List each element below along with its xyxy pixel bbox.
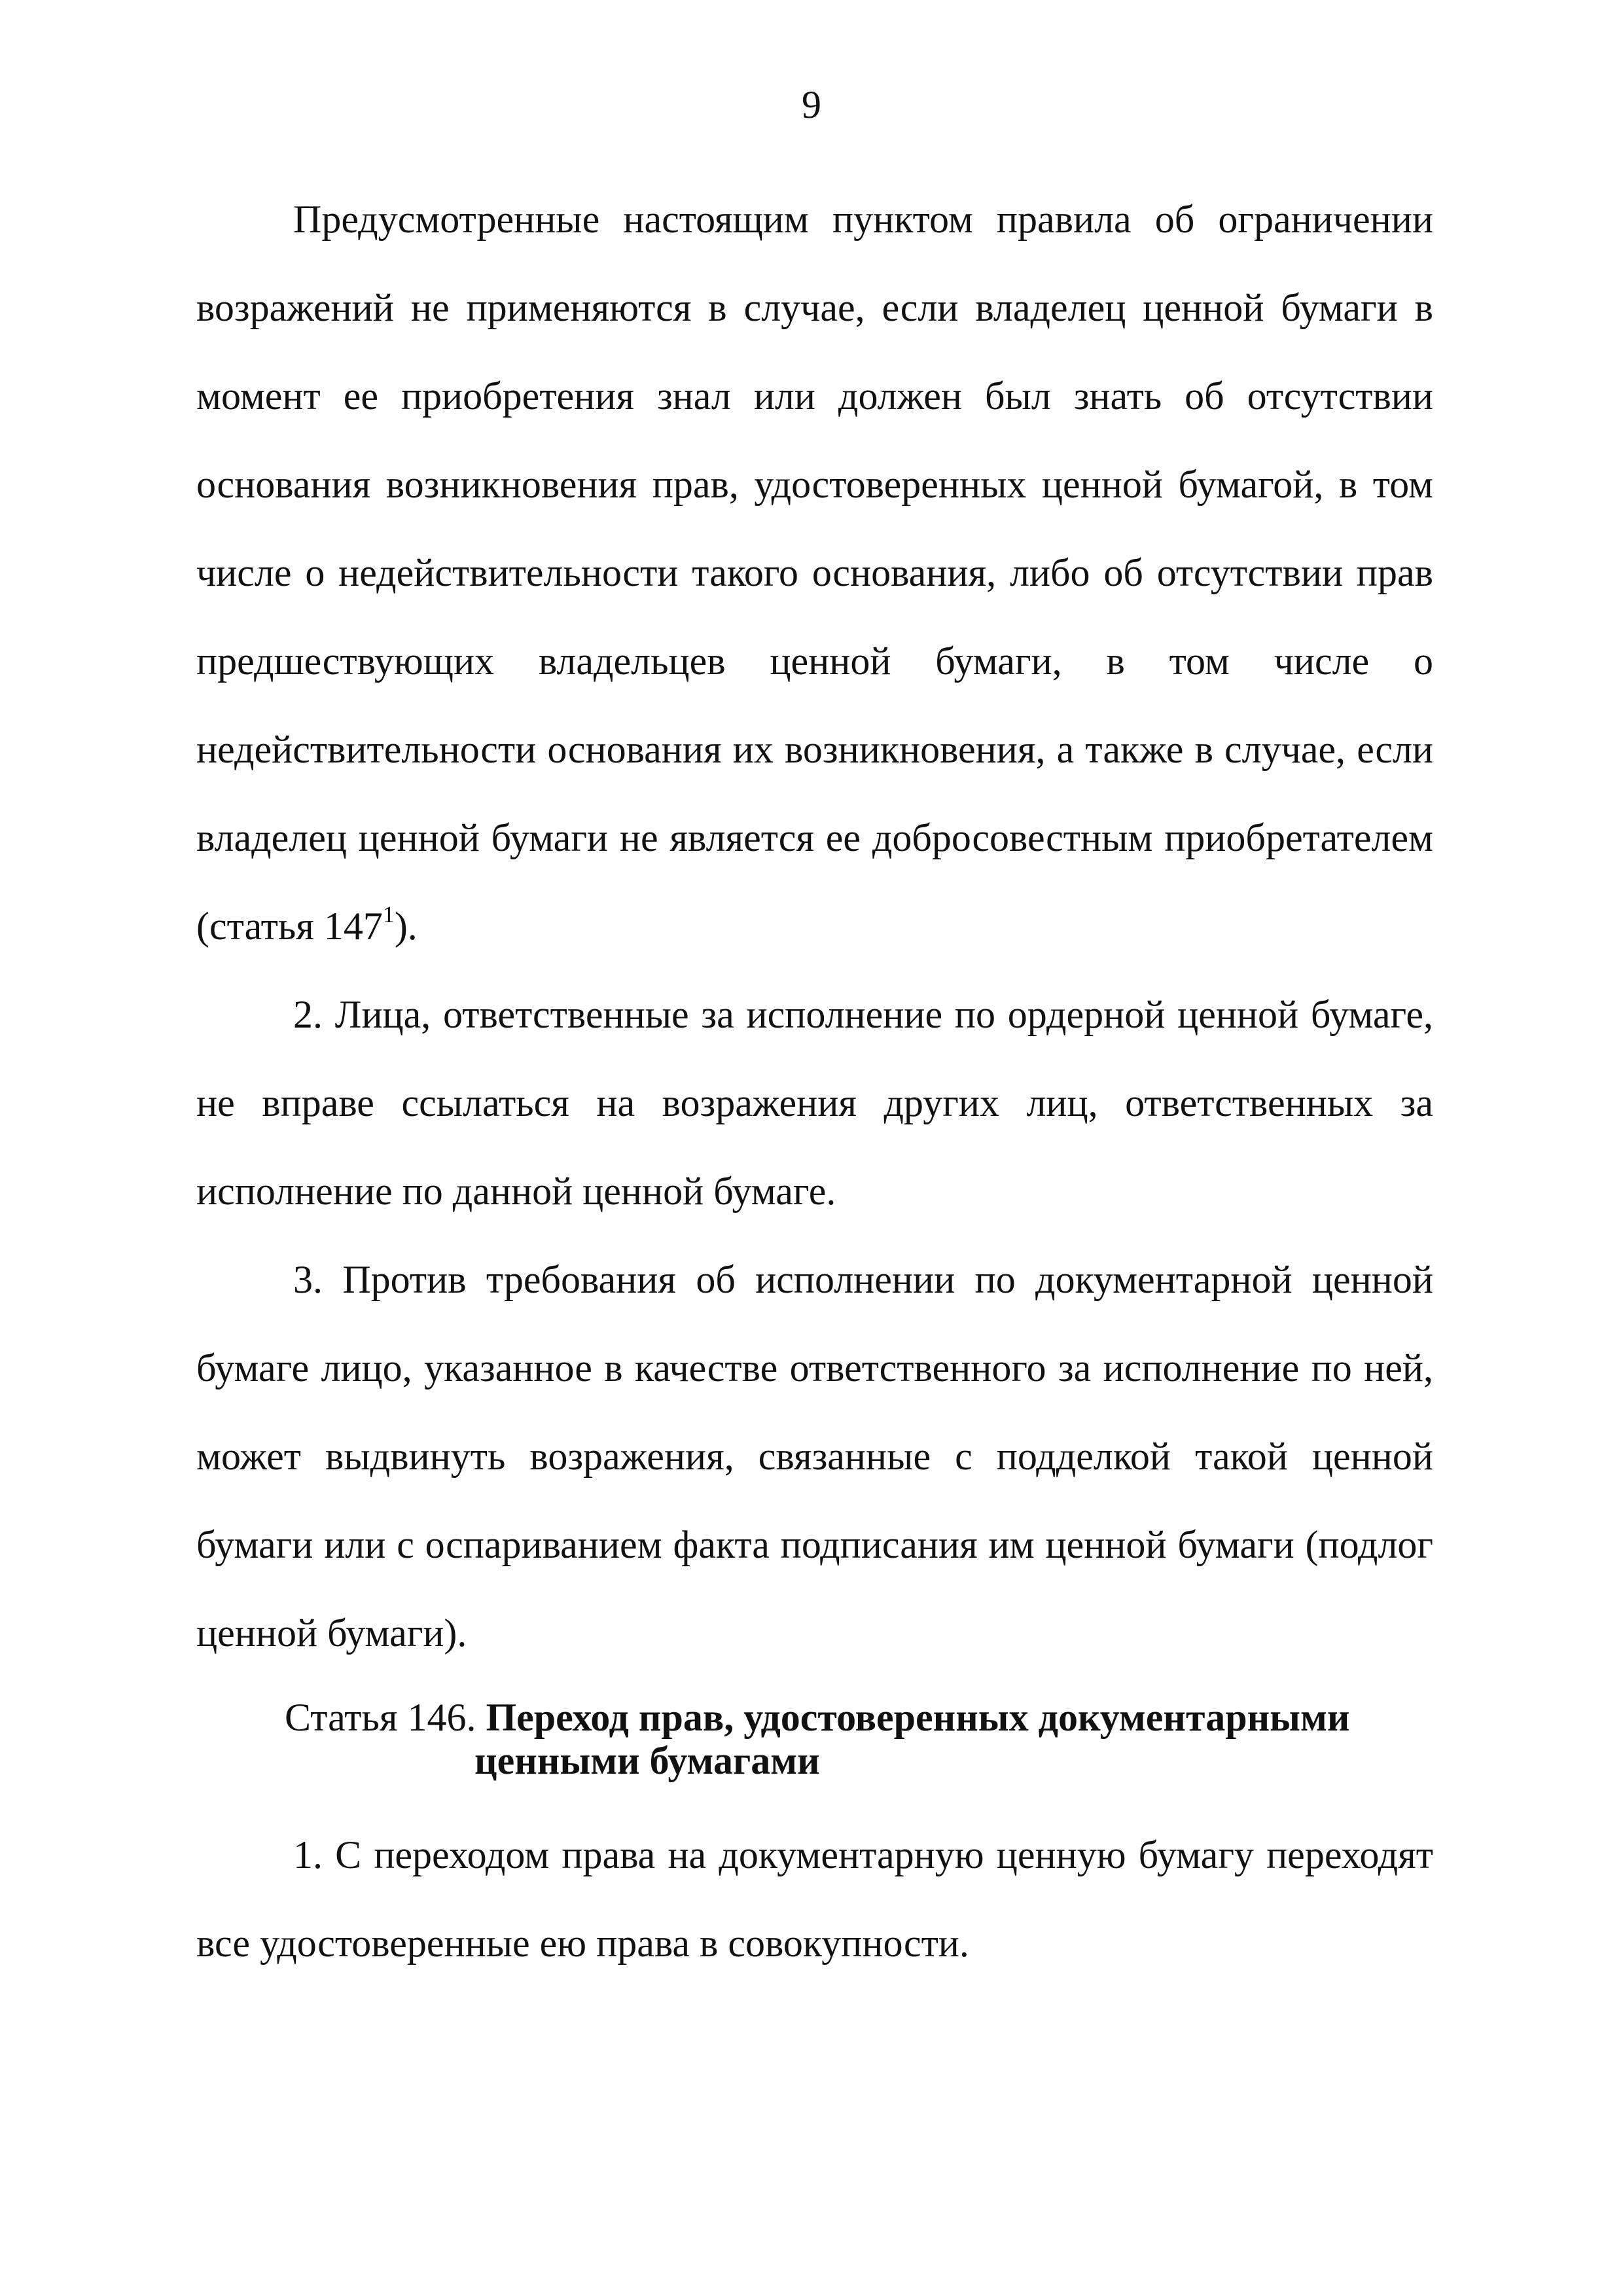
article-title-line2: ценными бумагами: [474, 1739, 820, 1782]
page-number: 9: [802, 83, 821, 126]
article-reference: (статья $147^1$).: [196, 901, 418, 948]
paragraph-objection-limits: [196, 175, 1433, 971]
paragraph-article-146-1: 1. С переходом права на документарную ценную бумагу переходят все удостоверенные ею права в совокупности.: [196, 1833, 1433, 1965]
paragraph-3: 3. Против требования об исполнении по документарной ценной бумаге лицо, указанное в качестве ответственного за исполнение по ней, может выдвинуть возражения, связанные с подделкой такой ценной бумаги или с оспариванием факта подписания им ценной бумаги (подлог ценной бумаги).: [196, 1258, 1433, 1655]
reference-superscript: 1: [382, 901, 395, 927]
article-heading: [196, 1696, 1433, 1782]
article-number: Статья 146.: [285, 1696, 476, 1739]
document-body: [196, 175, 1433, 1988]
paragraph-2: 2. Лица, ответственные за исполнение по ордерной ценной бумаге, не вправе ссылаться на возражения других лиц, ответственных за исполнение по данной ценной бумаге.: [196, 993, 1433, 1213]
article-title-line1: Переход прав, удостоверенных документарными: [486, 1696, 1350, 1739]
paragraph-text: Предусмотренные настоящим пунктом правила об ограничении возражений не применяются в случае, если владелец ценной бумаги в момент ее приобретения знал или должен был знать об отсутствии основания возникновения прав, удостоверенных ценной бумагой, в том числе о недействительности такого основания, либо об отсутствии прав предшествующих владельцев ценной бумаги, в том числе о недействительности основания их возникновения, а также в случае, если владелец ценной бумаги не является ее добросовестным приобретателем: [196, 198, 1433, 859]
